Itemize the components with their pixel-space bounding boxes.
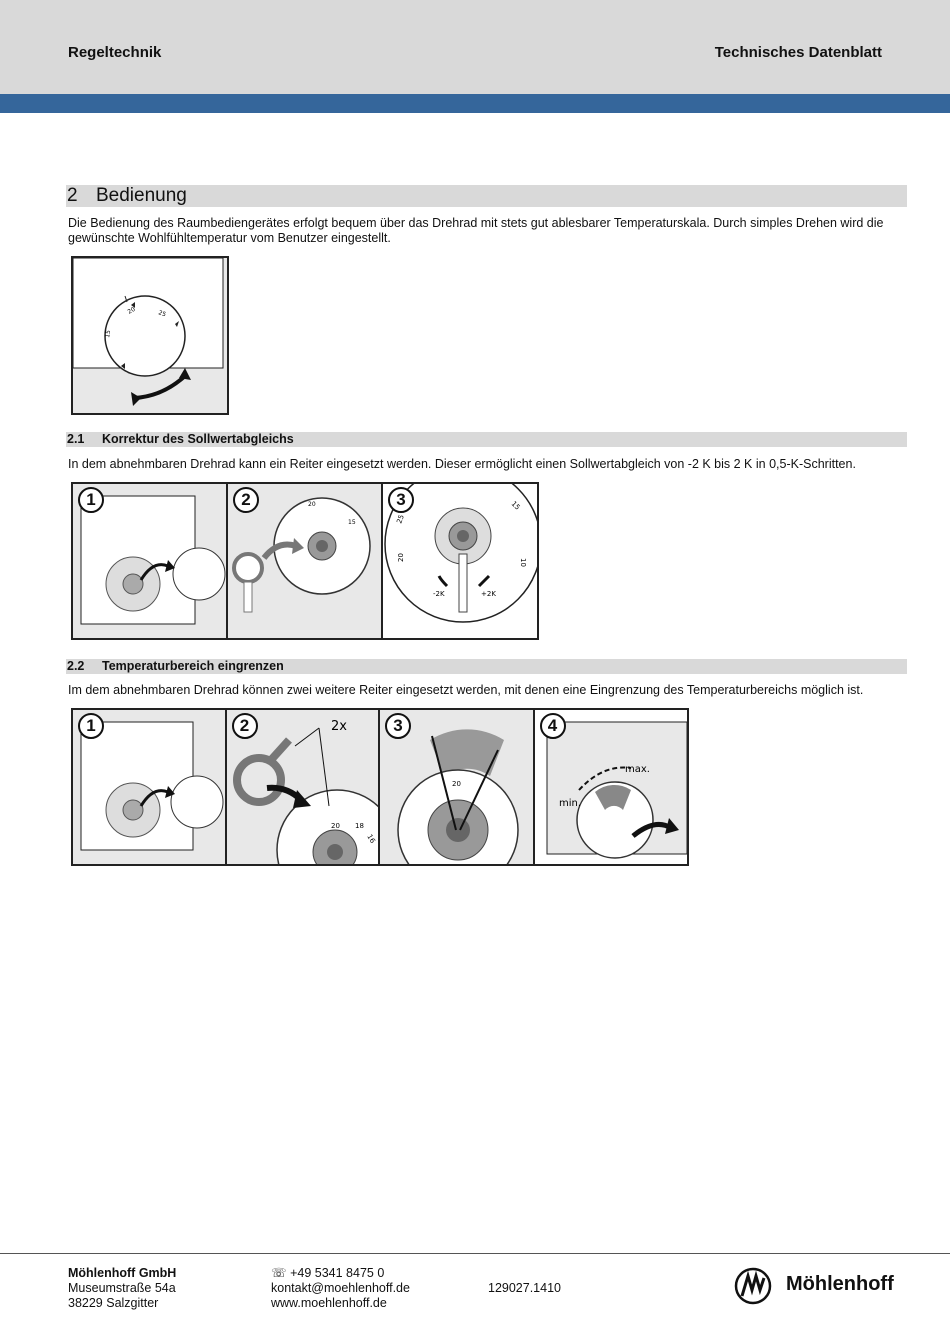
step-badge: 2	[232, 713, 258, 739]
figure-panel	[73, 258, 227, 413]
step-panel	[73, 710, 227, 864]
subsection-number: 2.1	[67, 432, 85, 446]
dial-scale-label: 20	[308, 501, 316, 508]
footer-phone: ☏ +49 5341 8475 0	[271, 1266, 385, 1280]
footer-street: Museumstraße 54a	[68, 1281, 176, 1295]
dial-scale-label: 15	[348, 519, 356, 526]
footer-divider	[0, 1253, 950, 1254]
footer-email[interactable]: kontakt@moehlenhoff.de	[271, 1281, 410, 1295]
figure-range-limitation	[71, 708, 689, 866]
offset-label-plus: +2K	[481, 590, 496, 598]
dial-scale-label: 25	[395, 513, 406, 525]
footer-doc-number: 129027.1410	[488, 1281, 561, 1295]
offset-label-minus: -2K	[433, 590, 445, 598]
dial-scale-label: 15	[509, 499, 522, 512]
step-badge: 3	[388, 487, 414, 513]
dial-scale-label: 20	[126, 305, 137, 316]
subsection-heading	[66, 432, 907, 447]
max-label: max.	[624, 764, 650, 775]
min-label: min.	[558, 798, 581, 809]
step-panel	[383, 484, 537, 638]
logo-wordmark: Möhlenhoff	[786, 1273, 894, 1295]
section-number: 2	[67, 185, 78, 206]
footer-address	[68, 1266, 176, 1311]
page-header	[0, 0, 950, 94]
dial-illustration	[73, 258, 227, 413]
section-text: Die Bedienung des Raumbediengerätes erfolgt bequem über das Drehrad mit stets gut ablesbarer Temperaturskala. Durch simples Drehen wird die gewünschte Wohlfühltemperatur vom Benutzer eingestellt.	[68, 216, 884, 245]
subsection-text: In dem abnehmbaren Drehrad kann ein Reiter eingesetzt werden. Dieser ermöglicht einen Sollwertabgleich von -2 K bis 2 K in 0,5-K-Schritten.	[68, 457, 856, 471]
step-badge: 2	[233, 487, 259, 513]
footer-company: Möhlenhoff GmbH	[68, 1266, 177, 1280]
subsection-title: Korrektur des Sollwertabgleichs	[102, 432, 294, 446]
header-accent-band	[0, 94, 950, 113]
section-heading	[66, 185, 907, 207]
subsection-text: Im dem abnehmbaren Drehrad können zwei weitere Reiter eingesetzt werden, mit denen eine Eingrenzung des Temperaturbereichs möglich ist.	[68, 683, 864, 697]
subsection-heading	[66, 659, 907, 674]
step-panel	[227, 710, 381, 864]
step-badge: 1	[78, 487, 104, 513]
dial-scale-label: 15	[104, 329, 113, 339]
footer-contact	[271, 1266, 410, 1311]
dial-scale-label: 10	[519, 558, 527, 567]
subsection-title: Temperaturbereich eingrenzen	[102, 659, 284, 673]
header-doc-type: Technisches Datenblatt	[714, 44, 882, 61]
step-panel	[228, 484, 383, 638]
dial-scale-label: 20	[330, 822, 340, 830]
step-badge: 3	[385, 713, 411, 739]
tab-count-label: 2x	[330, 719, 347, 734]
section-title: Bedienung	[96, 185, 187, 206]
dial-scale-label: 25	[157, 309, 167, 319]
dial-scale-label: 20	[452, 780, 461, 788]
step-panel	[73, 484, 228, 638]
step-badge: 1	[78, 713, 104, 739]
figure-dial-rotation	[71, 256, 229, 415]
step-panel	[535, 710, 688, 864]
step-panel	[380, 710, 535, 864]
footer-web[interactable]: www.moehlenhoff.de	[271, 1296, 387, 1310]
subsection-number: 2.2	[67, 659, 85, 673]
step-badge: 4	[540, 713, 566, 739]
figure-setpoint-correction	[71, 482, 539, 640]
dial-scale-label: 16	[364, 833, 377, 845]
footer-city: 38229 Salzgitter	[68, 1296, 159, 1310]
dial-scale-label: 20	[397, 553, 405, 562]
dial-scale-label: 18	[354, 822, 364, 830]
header-category: Regeltechnik	[68, 44, 162, 61]
